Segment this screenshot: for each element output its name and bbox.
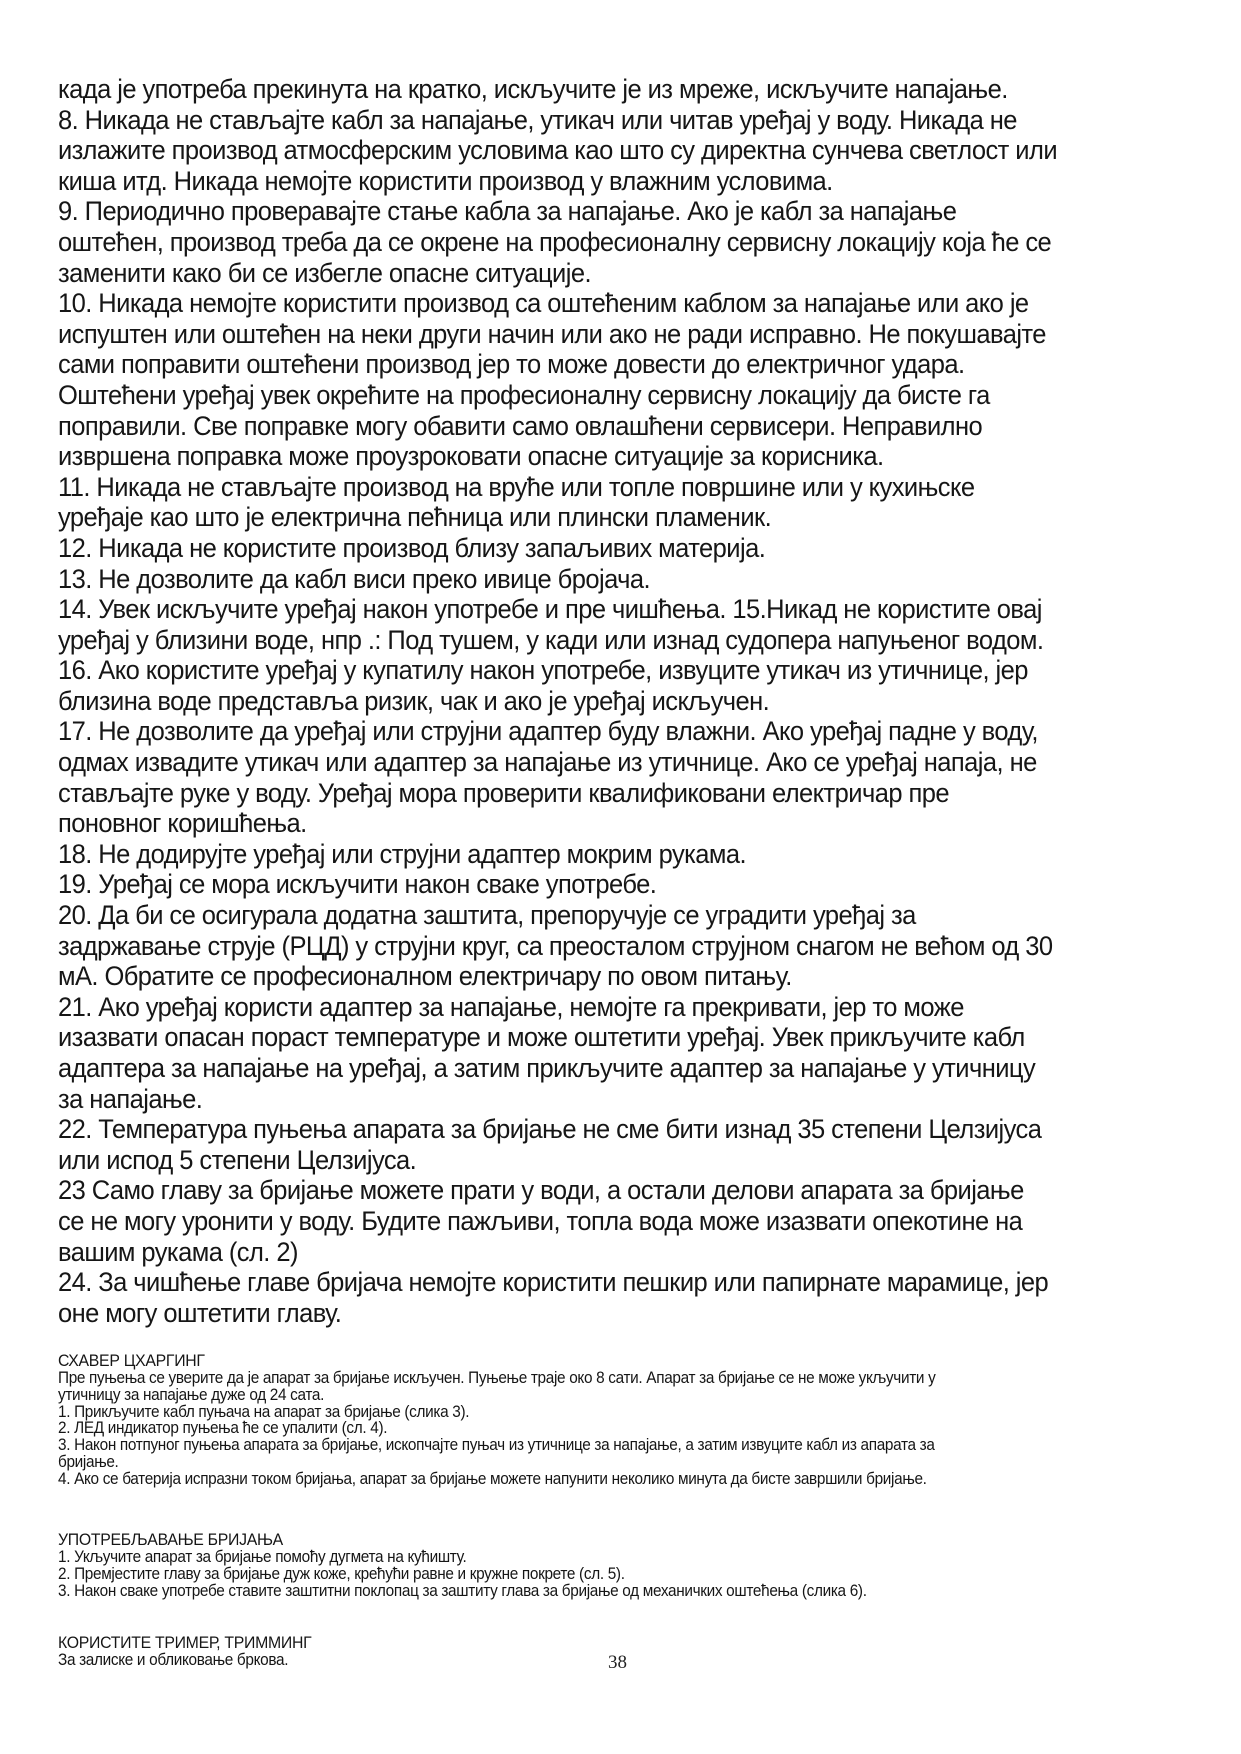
text-line: 13. Не дозволите да кабл виси преко ивице бројача. [58,563,651,594]
text-line: 18. Не додирујте уређај или струјни адаптер мокрим рукама. [58,838,747,869]
text-line: излажите производ атмосферским условима као што су директна сунчева светлост или [58,135,1058,166]
text-line: 21. Ако уређај користи адаптер за напајање, немојте га прекривати, јер то може [58,991,964,1022]
usage-line: 3. Након сваке употребе ставите заштитни поклопац за заштиту глава за бријање од механичких оштећења (слика 6). [58,1581,867,1600]
text-line: за напајање. [58,1083,203,1114]
text-line: адаптера за напајање на уређај, а затим прикључите адаптер за напајање у утичницу [58,1053,1036,1083]
text-line: 20. Да би се осигурала додатна заштита, препоручује се уградити уређај за [58,900,916,931]
text-line: или испод 5 степени Целзијуса. [58,1144,417,1175]
text-line: уређаје као што је електрична пећница или плински пламеник. [58,502,772,533]
text-line: испуштен или оштећен на неки други начин или ако не ради исправно. Не покушавајте [58,318,1046,349]
text-line: 19. Уређај се мора искључити након сваке употребе. [58,869,657,900]
trimmer-heading: КОРИСТИТЕ ТРИМЕР, ТРИММИНГ [58,1633,312,1652]
safety-instructions [58,74,1188,1328]
text-line: заменити како би се избегле опасне ситуације. [58,257,591,288]
text-line: поправили. Све поправке могу обавити само овлашћени сервисери. Неправилно [58,410,983,441]
text-line: 23 Само главу за бријање можете прати у води, а остали делови апарата за бријање [58,1175,1024,1206]
text-line: стављајте руке у воду. Уређај мора проверити квалификовани електричар пре [58,777,949,808]
charging-heading: СХАВЕР ЦХАРГИНГ [58,1351,205,1370]
trimmer-section [58,1633,1198,1669]
text-line: одмах извадите утикач или адаптер за напајање из утичнице. Ако се уређај напаја, не [58,747,1037,778]
text-line: близина воде представља ризик, чак и ако је уређај искључен. [58,685,770,716]
text-line: 9. Периодично проверавајте стање кабла за напајање. Ако је кабл за напајање [58,196,957,227]
trimmer-line: За залиске и обликовање бркова. [58,1651,289,1669]
charging-line: 1. Прикључите кабл пуњача на апарат за бријање (слика 3). [58,1402,470,1421]
text-line: оштећен, производ треба да се окрене на професионалну сервисну локацију која ће се [58,226,1052,257]
text-line: оне могу оштетити главу. [58,1297,342,1328]
charging-line: 2. ЛЕД индикатор пуњења ће се упалити (сл. 4). [58,1419,388,1438]
text-line: сами поправити оштећени производ јер то може довести до електричног удара. [58,349,965,380]
text-line: 12. Никада не користите производ близу запаљивих материја. [58,532,766,563]
text-line: задржавање струје (РЦД) у струјни круг, са преосталом струјном снагом не већом од 30 [58,930,1053,961]
text-line: мА. Обратите се професионалном електричару по овом питању. [58,961,792,992]
text-line: 22. Температура пуњења апарата за бријање не сме бити изнад 35 степени Целзијуса [58,1114,1042,1145]
charging-section [58,1351,1198,1488]
charging-line: утичницу за напајање дуже од 24 сата. [58,1385,325,1404]
usage-heading: УПОТРЕБЉАВАЊЕ БРИЈАЊА [58,1530,283,1549]
text-line: Оштећени уређај увек окрећите на професионалну сервисну локацију да бисте га [58,379,990,410]
text-line: 8. Никада не стављајте кабл за напајање, утикач или читав уређај у воду. Никада не [58,104,1017,135]
text-line: уређај у близини воде, нпр .: Под тушем, у кади или изнад судопера напуњеног водом. [58,624,1044,655]
text-line: 11. Никада не стављајте производ на вруће или топле површине или у кухињске [58,471,975,502]
charging-line: бријање. [58,1452,119,1471]
text-line: вашим рукама (сл. 2) [58,1236,298,1267]
text-line: када је употреба прекинута на кратко, искључите је из мреже, искључите напајање. [58,74,1008,104]
text-line: 16. Ако користите уређај у купатилу након употребе, извуците утикач из утичнице, јер [58,655,1028,686]
manual-page [58,74,1188,1328]
usage-line: 1. Укључите апарат за бријање помоћу дугмета на кућишту. [58,1548,467,1566]
text-line: киша итд. Никада немојте користити производ у влажним условима. [58,165,833,196]
text-line: 17. Не дозволите да уређај или струјни адаптер буду влажни. Ако уређај падне у воду, [58,716,1038,747]
charging-line: 4. Ако се батерија испразни током бријања, апарат за бријање можете напунити неколико минута да бисте завршили бријање. [58,1469,927,1488]
charging-line: 3. Након потпуног пуњења апарата за бријање, ископчајте пуњач из утичнице за напајање, а затим извуците кабл из апарата за [58,1436,935,1455]
text-line: извршена поправка може проузроковати опасне ситуације за корисника. [58,441,884,472]
text-line: се не могу уронити у воду. Будите пажљиви, топла вода може изазвати опекотине на [58,1205,1023,1236]
usage-section [58,1530,1198,1599]
usage-line: 2. Премјестите главу за бријање дуж коже, крећући равне и кружне покрете (сл. 5). [58,1564,625,1583]
page-number: 38 [608,1652,627,1673]
text-line: поновног коришћења. [58,808,307,839]
text-line: 10. Никада немојте користити производ са оштећеним каблом за напајање или ако је [58,288,1029,319]
charging-line: Пре пуњења се уверите да је апарат за бријање искључен. Пуњење траје око 8 сати. Апарат за бријање се не може укључити у [58,1369,936,1387]
text-line: 24. За чишћење главе бријача немојте користити пешкир или папирнате марамице, јер [58,1267,1049,1298]
text-line: 14. Увек искључите уређај након употребе и пре чишћења. 15.Никад не користите овај [58,594,1042,625]
text-line: изазвати опасан пораст температуре и може оштетити уређај. Увек прикључите кабл [58,1022,1025,1053]
